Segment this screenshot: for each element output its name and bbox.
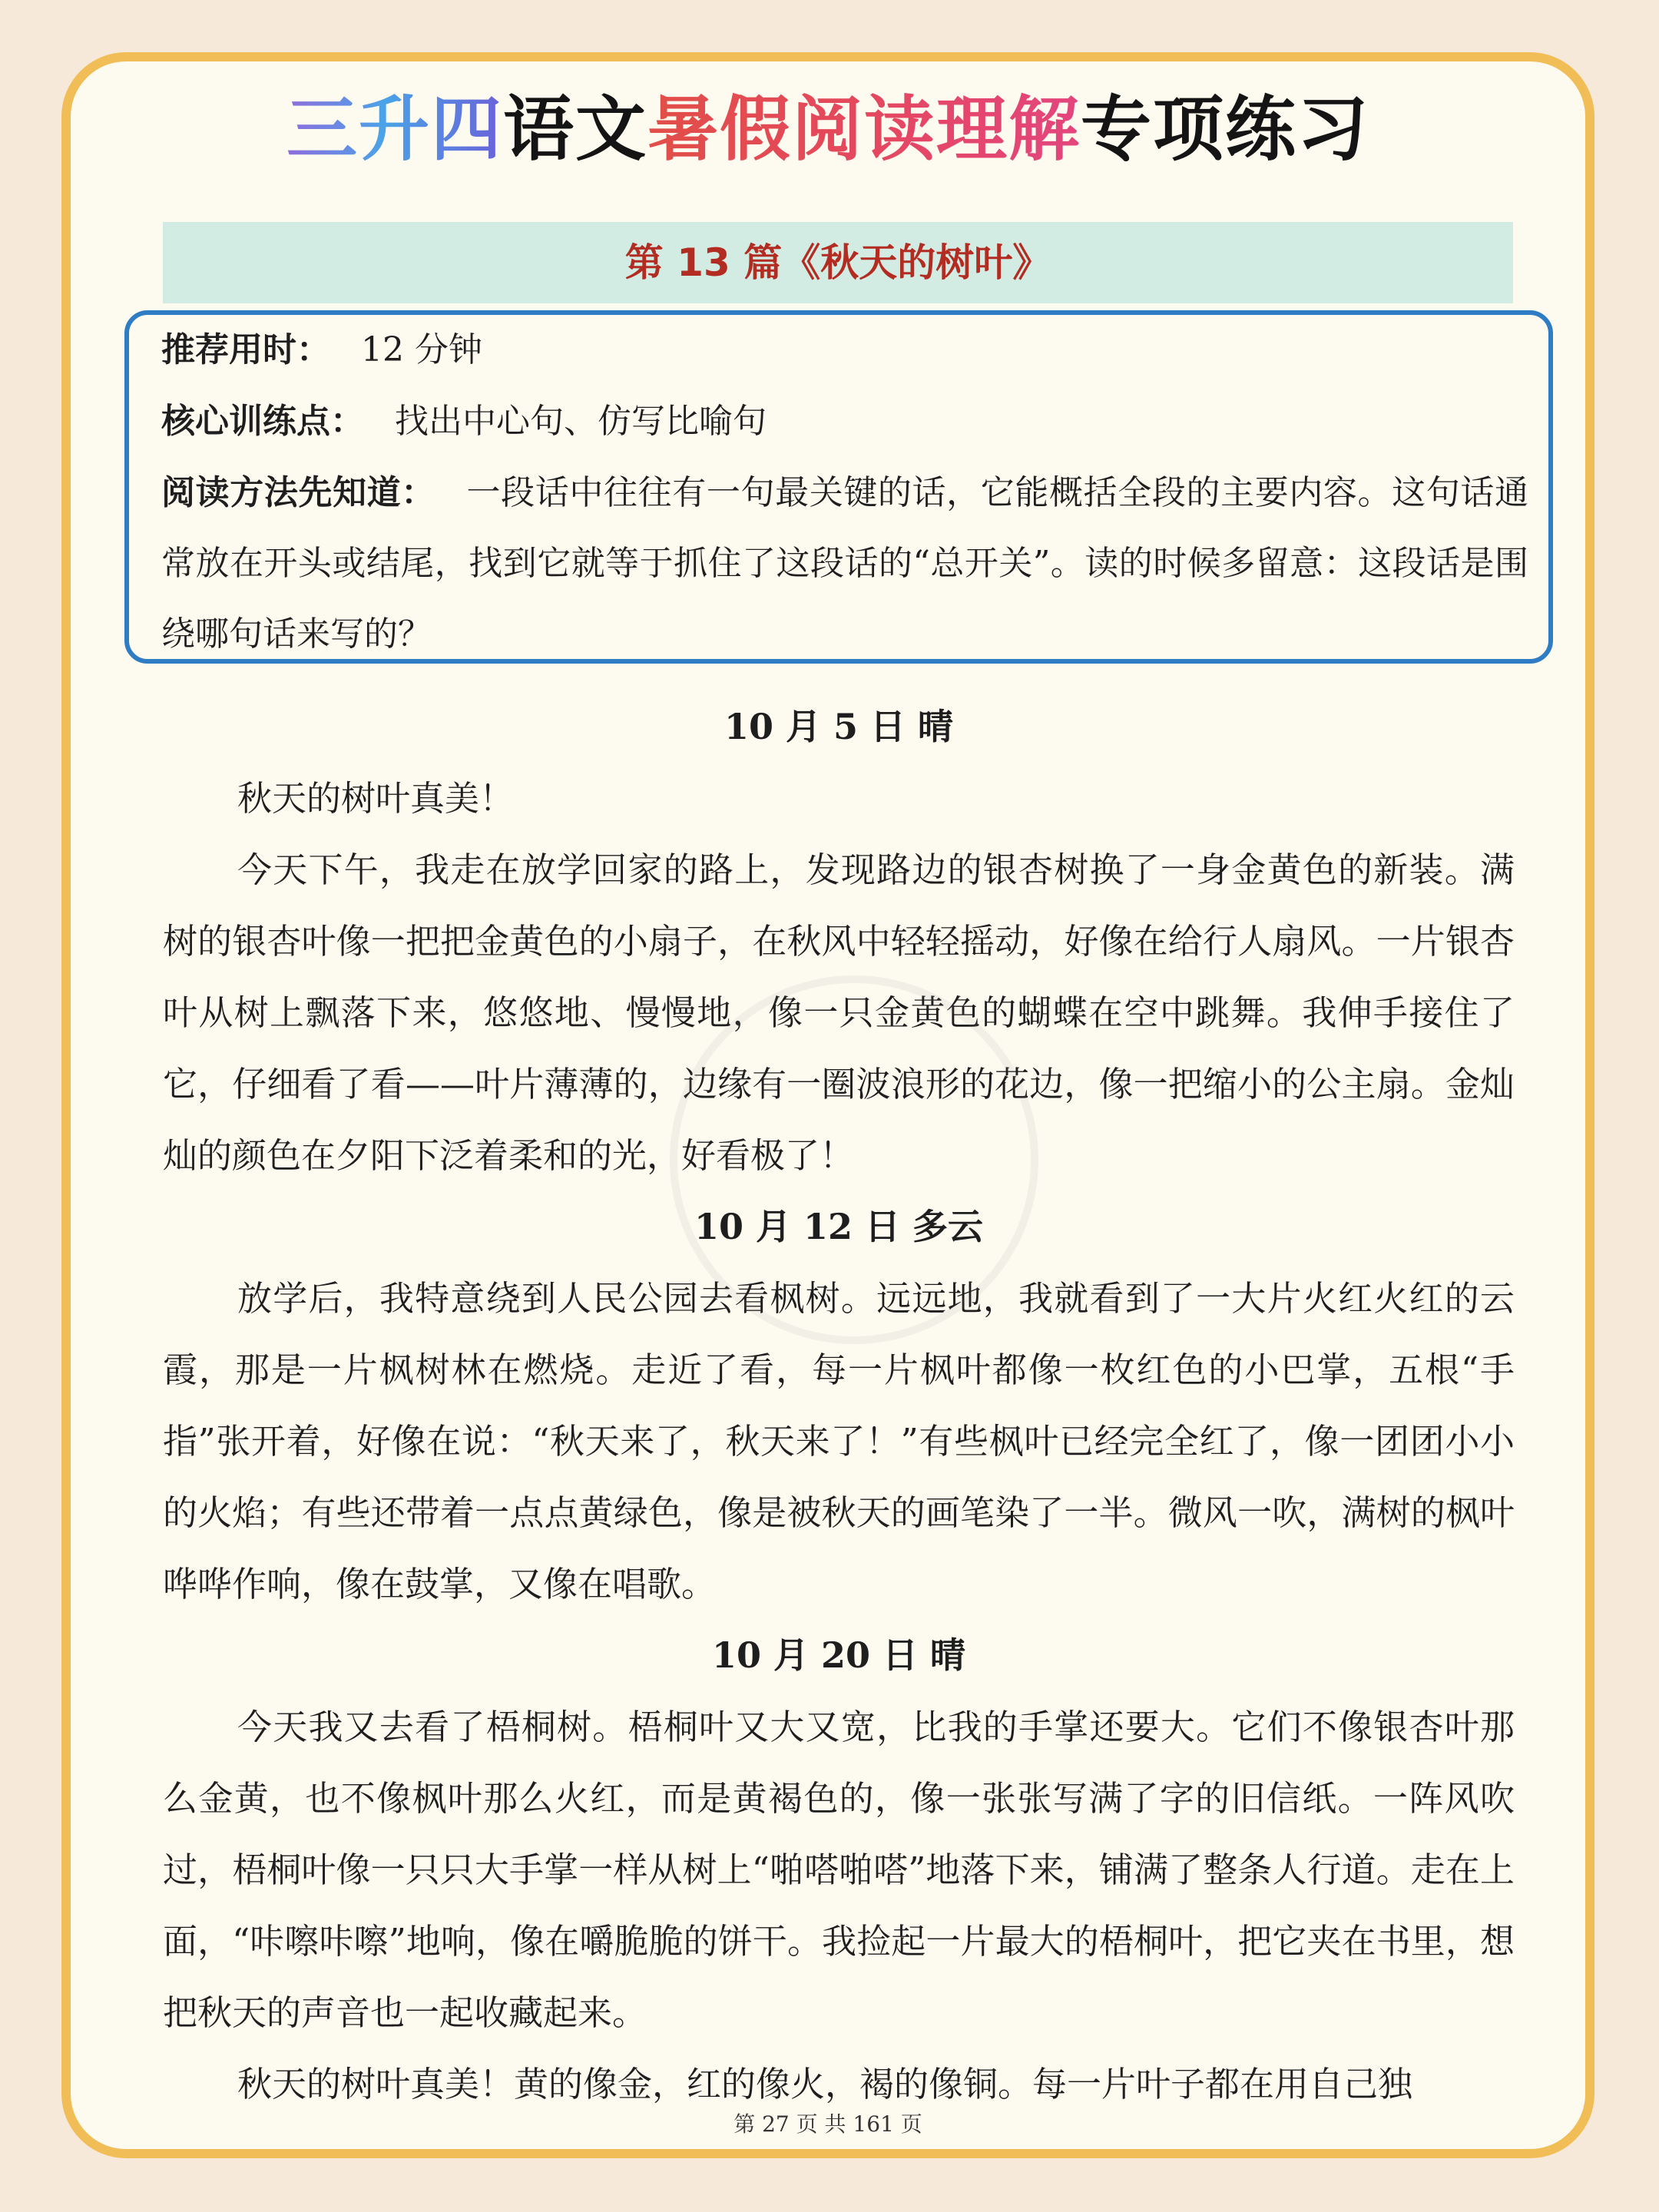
title-subject: 语文: [502, 88, 647, 171]
worksheet-page: [61, 52, 1594, 2158]
info-box: [124, 310, 1553, 664]
article-body: [163, 691, 1515, 2120]
article-paragraph: 秋天的树叶真美！黄的像金，红的像火，褐的像铜。每一片叶子都在用自己独: [237, 2064, 1413, 2104]
recommended-time-row: [161, 315, 1521, 386]
entry-date: 10 月 20 日 晴: [711, 1634, 966, 1676]
core-skill-label: 核心训练点：: [161, 402, 364, 441]
title-topic: 暑假阅读理解: [647, 88, 1081, 171]
title-suffix: 专项练习: [1081, 88, 1370, 171]
article-banner: 第 13 篇《秋天的树叶》: [163, 222, 1513, 303]
reading-method-row: [161, 458, 1528, 670]
article-paragraph: 今天下午，我走在放学回家的路上，发现路边的银杏树换了一身金黄色的新装。满树的银杏叶像一把把金黄色的小扇子，在秋风中轻轻摇动，好像在给行人扇风。一片银杏叶从树上飘落下来，悠悠地、慢慢地，像一只金黄色的蝴蝶在空中跳舞。我伸手接住了它，仔细看了看——叶片薄薄的，边缘有一圈波浪形的花边，像一把缩小的公主扇。金灿灿的颜色在夕阳下泛着柔和的光，好看极了！: [163, 849, 1515, 1176]
article-paragraph: 秋天的树叶真美！: [237, 778, 515, 819]
recommended-time-value: 12 分钟: [361, 330, 482, 369]
recommended-time-label: 推荐用时：: [161, 330, 330, 369]
article-paragraph: 放学后，我特意绕到人民公园去看枫树。远远地，我就看到了一大片火红火红的云霞，那是一片枫树林在燃烧。走近了看，每一片枫叶都像一枚红色的小巴掌，五根“手指”张开着，好像在说：“秋天来了，秋天来了！”有些枫叶已经完全红了，像一团团小小的火焰；有些还带着一点点黄绿色，像是被秋天的画笔染了一半。微风一吹，满树的枫叶哗哗作响，像在鼓掌，又像在唱歌。: [163, 1278, 1515, 1604]
page-title: [71, 75, 1585, 183]
title-grade: 三升四: [286, 88, 503, 171]
reading-method-value: 一段话中往往有一句最关键的话，它能概括全段的主要内容。这句话通常放在开头或结尾，找到它就等于抓住了这段话的“总开关”。读的时候多留意：这段话是围绕哪句话来写的？: [161, 473, 1529, 654]
reading-method-label: 阅读方法先知道：: [161, 473, 435, 512]
core-skill-row: [161, 386, 1521, 457]
page-number: 第 27 页 共 161 页: [733, 2111, 922, 2137]
entry-date: 10 月 5 日 晴: [724, 706, 954, 747]
article-paragraph: 今天我又去看了梧桐树。梧桐叶又大又宽，比我的手掌还要大。它们不像银杏叶那么金黄，也不像枫叶那么火红，而是黄褐色的，像一张张写满了字的旧信纸。一阵风吹过，梧桐叶像一只只大手掌一样从树上“啪嗒啪嗒”地落下来，铺满了整条人行道。走在上面，“咔嚓咔嚓”地响，像在嚼脆脆的饼干。我捡起一片最大的梧桐叶，把它夹在书里，想把秋天的声音也一起收藏起来。: [163, 1707, 1515, 2033]
entry-date: 10 月 12 日 多云: [694, 1206, 984, 1247]
core-skill-value: 找出中心句、仿写比喻句: [395, 402, 767, 441]
